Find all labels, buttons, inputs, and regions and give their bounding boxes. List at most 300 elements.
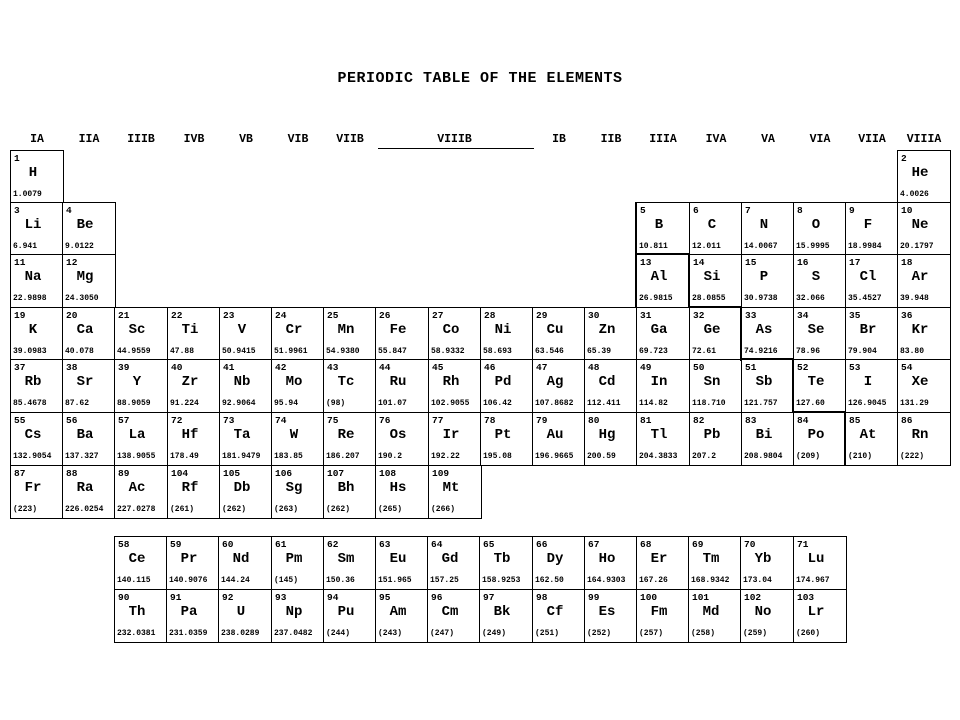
element-cell-ne <box>897 202 951 256</box>
element-number: 67 <box>588 539 600 550</box>
element-cell-ru <box>375 359 429 413</box>
element-number: 9 <box>849 205 855 216</box>
element-mass: 168.9342 <box>691 576 730 585</box>
element-number: 109 <box>432 468 450 479</box>
element-number: 46 <box>484 362 496 373</box>
element-number: 18 <box>901 257 913 268</box>
element-cell-np <box>271 589 325 643</box>
element-symbol: Mo <box>285 374 303 390</box>
element-cell-yb <box>740 536 794 590</box>
element-number: 12 <box>66 257 78 268</box>
element-mass: 78.96 <box>796 347 821 356</box>
staircase-segment <box>688 254 690 308</box>
element-cell-zn <box>584 307 638 361</box>
element-mass: 164.9303 <box>587 576 626 585</box>
element-mass: 39.948 <box>900 294 929 303</box>
element-cell-bh <box>323 465 377 519</box>
element-number: 42 <box>275 362 287 373</box>
element-cell-zr <box>167 359 221 413</box>
element-cell-ho <box>584 536 638 590</box>
element-cell-at <box>845 412 899 466</box>
element-symbol: Nb <box>233 374 251 390</box>
element-cell-rh <box>428 359 482 413</box>
element-number: 103 <box>797 592 815 603</box>
element-cell-se <box>793 307 847 361</box>
element-symbol: Hs <box>389 480 407 496</box>
element-mass: 181.9479 <box>222 452 261 461</box>
element-number: 1 <box>14 153 20 164</box>
element-cell-cm <box>427 589 481 643</box>
element-symbol: Ar <box>911 269 929 285</box>
element-symbol: Ga <box>650 322 668 338</box>
element-cell-lr <box>793 589 847 643</box>
element-mass: (210) <box>848 452 873 461</box>
group-label: IIIB <box>127 133 155 146</box>
element-number: 33 <box>745 310 757 321</box>
element-symbol: Po <box>807 427 825 443</box>
element-number: 72 <box>171 415 183 426</box>
element-number: 100 <box>640 592 658 603</box>
element-mass: 9.0122 <box>65 242 94 251</box>
element-cell-fr <box>10 465 64 519</box>
element-symbol: W <box>289 427 299 443</box>
element-cell-eu <box>375 536 429 590</box>
element-mass: 22.9898 <box>13 294 47 303</box>
staircase-segment <box>844 412 846 466</box>
element-number: 21 <box>118 310 130 321</box>
element-number: 64 <box>431 539 443 550</box>
element-symbol: Be <box>76 217 94 233</box>
element-number: 7 <box>745 205 751 216</box>
element-number: 53 <box>849 362 861 373</box>
element-symbol: He <box>911 165 929 181</box>
element-cell-sm <box>323 536 377 590</box>
element-number: 44 <box>379 362 391 373</box>
element-number: 56 <box>66 415 78 426</box>
element-cell-ra <box>62 465 116 519</box>
element-mass: 58.9332 <box>431 347 465 356</box>
element-cell-ga <box>636 307 690 361</box>
element-mass: (252) <box>587 629 612 638</box>
element-number: 20 <box>66 310 78 321</box>
element-symbol: F <box>863 217 873 233</box>
element-number: 90 <box>118 592 130 603</box>
element-mass: (249) <box>482 629 507 638</box>
element-mass: 200.59 <box>587 452 616 461</box>
element-cell-sr <box>62 359 116 413</box>
element-number: 106 <box>275 468 293 479</box>
element-symbol: Ac <box>128 480 146 496</box>
element-cell-pa <box>166 589 220 643</box>
element-cell-k <box>10 307 64 361</box>
element-number: 30 <box>588 310 600 321</box>
element-cell-pm <box>271 536 325 590</box>
group-label: VIIA <box>858 133 886 146</box>
element-mass: (260) <box>796 629 821 638</box>
element-number: 48 <box>588 362 600 373</box>
element-cell-bi <box>741 412 795 466</box>
element-mass: (263) <box>274 505 299 514</box>
element-cell-o <box>793 202 847 256</box>
element-mass: (222) <box>900 452 925 461</box>
element-symbol: Cd <box>598 374 616 390</box>
element-cell-mt <box>428 465 482 519</box>
element-number: 87 <box>14 468 26 479</box>
element-symbol: H <box>28 165 38 181</box>
staircase-segment <box>740 307 742 361</box>
element-cell-os <box>375 412 429 466</box>
element-mass: 132.9054 <box>13 452 52 461</box>
element-cell-li <box>10 202 64 256</box>
element-cell-he <box>897 150 951 204</box>
element-number: 69 <box>692 539 704 550</box>
element-cell-rf <box>167 465 221 519</box>
element-symbol: Sn <box>703 374 721 390</box>
element-mass: 35.4527 <box>848 294 882 303</box>
element-symbol: Pt <box>494 427 512 443</box>
element-symbol: Os <box>389 427 407 443</box>
element-cell-cd <box>584 359 638 413</box>
element-symbol: Ne <box>911 217 929 233</box>
element-number: 16 <box>797 257 809 268</box>
element-number: 45 <box>432 362 444 373</box>
element-number: 19 <box>14 310 26 321</box>
element-number: 85 <box>849 415 861 426</box>
element-number: 32 <box>693 310 705 321</box>
element-cell-p <box>741 254 795 308</box>
element-mass: 227.0278 <box>117 505 156 514</box>
element-number: 6 <box>693 205 699 216</box>
element-mass: 15.9995 <box>796 242 830 251</box>
element-symbol: K <box>28 322 38 338</box>
element-number: 49 <box>640 362 652 373</box>
element-cell-th <box>114 589 168 643</box>
group-label: VA <box>761 133 775 146</box>
element-number: 37 <box>14 362 26 373</box>
element-mass: (258) <box>691 629 716 638</box>
element-cell-i <box>845 359 899 413</box>
element-cell-y <box>114 359 168 413</box>
element-number: 58 <box>118 539 130 550</box>
element-mass: 102.9055 <box>431 399 470 408</box>
element-symbol: Ba <box>76 427 94 443</box>
element-number: 27 <box>432 310 444 321</box>
element-number: 71 <box>797 539 809 550</box>
element-cell-hs <box>375 465 429 519</box>
element-symbol: P <box>759 269 769 285</box>
element-number: 59 <box>170 539 182 550</box>
group-label: VIA <box>809 133 831 146</box>
group-label: IVA <box>705 133 727 146</box>
element-symbol: Al <box>650 269 668 285</box>
element-cell-fe <box>375 307 429 361</box>
element-cell-ce <box>114 536 168 590</box>
element-symbol: Na <box>24 269 42 285</box>
element-mass: 55.847 <box>378 347 407 356</box>
element-mass: 192.22 <box>431 452 460 461</box>
element-mass: 138.9055 <box>117 452 156 461</box>
element-mass: 151.965 <box>378 576 412 585</box>
element-symbol: Se <box>807 322 825 338</box>
element-symbol: S <box>811 269 821 285</box>
element-mass: 173.04 <box>743 576 772 585</box>
element-cell-cu <box>532 307 586 361</box>
element-symbol: Rf <box>181 480 199 496</box>
element-symbol: Ho <box>598 551 616 567</box>
element-symbol: Fe <box>389 322 407 338</box>
element-mass: 157.25 <box>430 576 459 585</box>
element-symbol: Pa <box>180 604 198 620</box>
element-cell-rb <box>10 359 64 413</box>
element-number: 79 <box>536 415 548 426</box>
element-mass: 101.07 <box>378 399 407 408</box>
element-mass: 50.9415 <box>222 347 256 356</box>
group-label: VIB <box>287 133 309 146</box>
element-mass: 24.3050 <box>65 294 99 303</box>
element-cell-tb <box>479 536 533 590</box>
element-symbol: Pd <box>494 374 512 390</box>
element-mass: 87.62 <box>65 399 90 408</box>
element-mass: 186.207 <box>326 452 360 461</box>
element-cell-v <box>219 307 273 361</box>
element-cell-pb <box>689 412 743 466</box>
element-number: 74 <box>275 415 287 426</box>
page-title: PERIODIC TABLE OF THE ELEMENTS <box>337 70 623 87</box>
element-mass: 106.42 <box>483 399 512 408</box>
element-mass: (257) <box>639 629 664 638</box>
element-symbol: Es <box>598 604 616 620</box>
element-mass: 238.0289 <box>221 629 260 638</box>
element-number: 108 <box>379 468 397 479</box>
element-symbol: Y <box>132 374 142 390</box>
element-mass: 26.9815 <box>639 294 673 303</box>
element-cell-xe <box>897 359 951 413</box>
element-cell-po <box>793 412 847 466</box>
element-symbol: Ce <box>128 551 146 567</box>
element-symbol: At <box>859 427 877 443</box>
element-mass: (266) <box>431 505 456 514</box>
element-mass: 126.9045 <box>848 399 887 408</box>
element-cell-fm <box>636 589 690 643</box>
group-label: IA <box>30 133 44 146</box>
element-cell-mo <box>271 359 325 413</box>
element-cell-in <box>636 359 690 413</box>
element-symbol: Rn <box>911 427 929 443</box>
element-symbol: Zr <box>181 374 199 390</box>
element-symbol: Kr <box>911 322 929 338</box>
element-symbol: Rh <box>442 374 460 390</box>
element-symbol: Lu <box>807 551 825 567</box>
element-cell-dy <box>532 536 586 590</box>
element-cell-ge <box>689 307 743 361</box>
element-symbol: Sg <box>285 480 303 496</box>
element-symbol: Mt <box>442 480 460 496</box>
staircase-segment <box>793 411 846 413</box>
element-mass: 107.8682 <box>535 399 574 408</box>
element-mass: (265) <box>378 505 403 514</box>
element-symbol: Rb <box>24 374 42 390</box>
element-symbol: Zn <box>598 322 616 338</box>
element-mass: 131.29 <box>900 399 929 408</box>
element-symbol: O <box>811 217 821 233</box>
element-mass: 140.115 <box>117 576 151 585</box>
element-number: 35 <box>849 310 861 321</box>
element-symbol: Cm <box>441 604 459 620</box>
element-symbol: C <box>707 217 717 233</box>
element-mass: (243) <box>378 629 403 638</box>
element-number: 84 <box>797 415 809 426</box>
element-symbol: Re <box>337 427 355 443</box>
element-mass: 88.9059 <box>117 399 151 408</box>
element-cell-b <box>636 202 690 256</box>
element-number: 95 <box>379 592 391 603</box>
element-symbol: Mg <box>76 269 94 285</box>
element-cell-la <box>114 412 168 466</box>
element-symbol: Th <box>128 604 146 620</box>
element-number: 36 <box>901 310 913 321</box>
element-symbol: Hg <box>598 427 616 443</box>
element-cell-am <box>375 589 429 643</box>
element-symbol: Sb <box>755 374 773 390</box>
element-mass: 91.224 <box>170 399 199 408</box>
group-label: IB <box>552 133 566 146</box>
element-cell-hg <box>584 412 638 466</box>
element-symbol: La <box>128 427 146 443</box>
element-symbol: Mn <box>337 322 355 338</box>
element-number: 66 <box>536 539 548 550</box>
element-mass: 6.941 <box>13 242 38 251</box>
element-number: 70 <box>744 539 756 550</box>
element-number: 39 <box>118 362 130 373</box>
element-symbol: B <box>654 217 664 233</box>
element-cell-cf <box>532 589 586 643</box>
element-symbol: Ra <box>76 480 94 496</box>
element-number: 43 <box>327 362 339 373</box>
element-cell-es <box>584 589 638 643</box>
element-symbol: Cu <box>546 322 564 338</box>
element-number: 22 <box>171 310 183 321</box>
element-cell-cl <box>845 254 899 308</box>
element-number: 40 <box>171 362 183 373</box>
element-number: 14 <box>693 257 705 268</box>
staircase-segment <box>689 306 742 308</box>
element-number: 61 <box>275 539 287 550</box>
element-mass: 1.0079 <box>13 190 42 199</box>
element-mass: 208.9804 <box>744 452 783 461</box>
element-mass: 121.757 <box>744 399 778 408</box>
element-cell-h <box>10 150 64 204</box>
element-mass: 114.82 <box>639 399 668 408</box>
element-symbol: Xe <box>911 374 929 390</box>
element-symbol: Eu <box>389 551 407 567</box>
element-symbol: Ca <box>76 322 94 338</box>
element-symbol: Si <box>703 269 721 285</box>
group-label: IIB <box>600 133 622 146</box>
element-mass: 4.0026 <box>900 190 929 199</box>
element-cell-tl <box>636 412 690 466</box>
element-mass: 231.0359 <box>169 629 208 638</box>
element-cell-cs <box>10 412 64 466</box>
element-symbol: Dy <box>546 551 564 567</box>
element-mass: 183.85 <box>274 452 303 461</box>
element-mass: 18.9984 <box>848 242 882 251</box>
element-mass: 51.9961 <box>274 347 308 356</box>
element-symbol: In <box>650 374 668 390</box>
element-number: 99 <box>588 592 600 603</box>
element-mass: 140.9076 <box>169 576 208 585</box>
element-symbol: Ge <box>703 322 721 338</box>
element-symbol: V <box>237 322 247 338</box>
group-label: VIIIA <box>906 133 942 146</box>
element-cell-ar <box>897 254 951 308</box>
element-cell-n <box>741 202 795 256</box>
element-number: 104 <box>171 468 189 479</box>
element-cell-kr <box>897 307 951 361</box>
element-symbol: Nd <box>232 551 250 567</box>
element-number: 57 <box>118 415 130 426</box>
element-mass: 237.0482 <box>274 629 313 638</box>
element-symbol: I <box>863 374 873 390</box>
element-mass: 190.2 <box>378 452 403 461</box>
element-symbol: Cs <box>24 427 42 443</box>
element-number: 13 <box>640 257 652 268</box>
element-number: 86 <box>901 415 913 426</box>
element-cell-ti <box>167 307 221 361</box>
staircase-segment <box>741 358 794 360</box>
element-cell-nd <box>218 536 272 590</box>
element-mass: 204.3833 <box>639 452 678 461</box>
element-mass: 74.9216 <box>744 347 778 356</box>
element-number: 4 <box>66 205 72 216</box>
element-cell-c <box>689 202 743 256</box>
element-cell-te <box>793 359 847 413</box>
element-number: 92 <box>222 592 234 603</box>
element-mass: 58.693 <box>483 347 512 356</box>
element-mass: 32.066 <box>796 294 825 303</box>
element-number: 91 <box>170 592 182 603</box>
element-number: 102 <box>744 592 762 603</box>
element-mass: (98) <box>326 399 346 408</box>
element-cell-na <box>10 254 64 308</box>
element-mass: 40.078 <box>65 347 94 356</box>
element-number: 63 <box>379 539 391 550</box>
element-mass: 118.710 <box>692 399 726 408</box>
element-symbol: Pr <box>180 551 198 567</box>
element-symbol: Sr <box>76 374 94 390</box>
element-cell-cr <box>271 307 325 361</box>
element-number: 75 <box>327 415 339 426</box>
element-symbol: Er <box>650 551 668 567</box>
element-mass: 196.9665 <box>535 452 574 461</box>
element-number: 105 <box>223 468 241 479</box>
element-number: 65 <box>483 539 495 550</box>
element-symbol: Li <box>24 217 42 233</box>
element-cell-u <box>218 589 272 643</box>
element-symbol: Fr <box>24 480 42 496</box>
element-symbol: Cl <box>859 269 877 285</box>
element-number: 41 <box>223 362 235 373</box>
element-number: 101 <box>692 592 710 603</box>
element-cell-ca <box>62 307 116 361</box>
element-symbol: Tm <box>702 551 720 567</box>
element-number: 52 <box>797 362 809 373</box>
element-symbol: Ni <box>494 322 512 338</box>
element-symbol: Te <box>807 374 825 390</box>
element-number: 80 <box>588 415 600 426</box>
element-mass: 47.88 <box>170 347 195 356</box>
element-symbol: Np <box>285 604 303 620</box>
group-label: IIA <box>78 133 100 146</box>
